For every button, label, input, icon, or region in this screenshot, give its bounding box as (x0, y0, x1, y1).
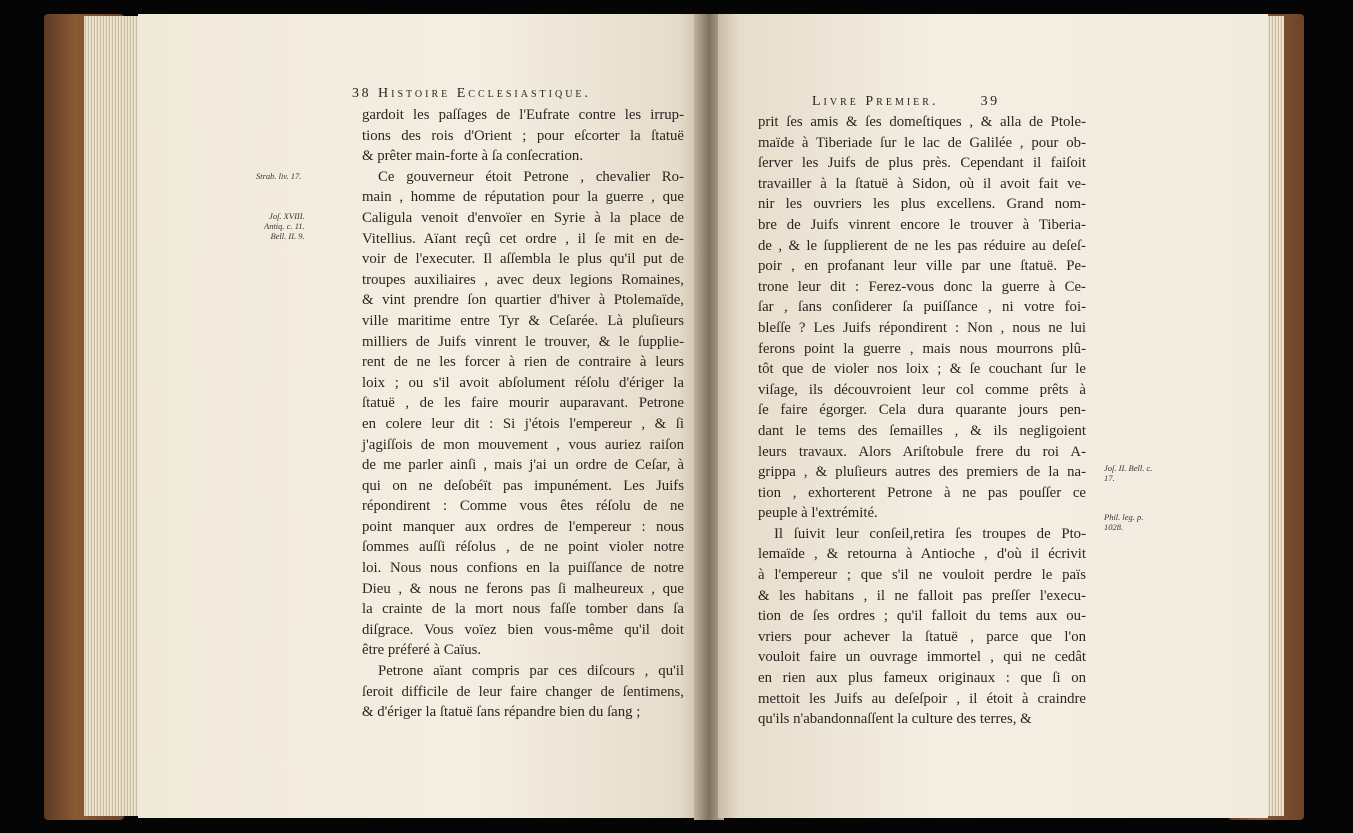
text-line: Il ſuivit leur conſeil,retira ſes troupes de Pto- (774, 525, 1086, 542)
text-line: Petrone aïant compris par ces diſcours , qu'il (378, 663, 684, 680)
text-line: viſage, ils découvroient leur col comme prêts à (758, 381, 1086, 398)
text-line: ſommes auſſi réſolus , de ne point violer notre (362, 539, 684, 556)
right-margin-note: Joſ. II. Bell. c. 17. (1104, 463, 1153, 483)
text-line: de , & le ſupplierent de ne les pas réduire au deſeſ- (758, 237, 1086, 254)
text-line: leurs travaux. Alors Ariſtobule frere du roi A- (758, 443, 1086, 460)
text-line: prit ſes amis & ſes domeſtiques , & alla de Ptole- (758, 114, 1086, 130)
text-line: & vint prendre ſon quartier d'hiver à Ptolemaïde, (362, 292, 684, 309)
text-line: main , homme de réputation pour la guerre , que (362, 189, 684, 206)
right-page-number: 39 (980, 94, 1000, 109)
text-line: ſeroit difficile de leur faire changer de ſentimens, (362, 683, 684, 700)
text-line: ville maritime entre Tyr & Ceſarée. Là pluſieurs (362, 312, 684, 329)
text-line: bleſſe ? Les Juifs répondirent : Non , nous ne lui (758, 319, 1086, 336)
text-line: maïde à Tiberiade ſur le lac de Galilée , pour ob- (758, 134, 1086, 151)
text-line: loi. Nous nous confions en la puiſſance de notre (362, 560, 684, 577)
left-page-header (352, 86, 591, 102)
text-line: grippa , & pluſieurs autres des premiers de la na- (758, 464, 1086, 481)
text-line: ſe faire égorger. Cela dura quarante jours pen- (758, 402, 1086, 419)
text-line: point manquer aux ordres de l'empereur : nous (362, 518, 684, 535)
text-line: j'agiſſois de mon mouvement , vous auriez raiſon (362, 436, 684, 453)
right-margin-note: Phil. leg. p. 1028. (1104, 512, 1144, 532)
text-line: Dieu , & nous ne ferons pas ſi malheureux , que (362, 580, 684, 597)
text-line: travailler à la ſtatuë à Sidon, où il avoit fait ve- (758, 175, 1086, 192)
text-line: en rien aux plus fameux originaux : que ſi on (758, 670, 1086, 687)
text-line: voir de l'executer. Il aſſembla le plus qu'il put de (362, 251, 684, 268)
text-line: qui on ne deſobéït pas impunément. Les Juifs (362, 477, 684, 494)
text-line: & d'ériger la ſtatuë ſans répandre bien du ſang ; (362, 704, 641, 721)
left-running-title: Histoire Ecclesiastique. (378, 86, 592, 101)
text-line: ſar , ſans conſiderer ſa puiſſance , ni votre foi- (758, 299, 1086, 316)
text-line: lemaïde , & retourna à Antioche , d'où il écrivit (758, 546, 1086, 563)
text-line: ferons point la guerre , mais nous mourrons plû- (758, 340, 1086, 357)
text-line: & prêter main-forte à ſa conſecration. (362, 148, 584, 165)
text-line: poir , en profanant leur ville par une ſtatuë. Pe- (758, 258, 1086, 275)
text-line: tion , exhorterent Petrone à ne pas pouſſer ce (758, 484, 1086, 501)
text-line: trone leur dit : Ferez-vous donc la guerre à Ce- (758, 278, 1086, 295)
left-page-number: 38 (352, 86, 372, 101)
text-line: ſtatuë , de les faire mourir auparavant. Petrone (362, 395, 684, 412)
left-page-edges (84, 16, 144, 816)
right-page-header (812, 94, 1000, 110)
text-line: troupes auxiliaires , avec deux legions Romaines, (362, 271, 684, 288)
text-line: de me parler ainſi , mais j'ai un ordre de Ceſar, à (362, 457, 684, 474)
text-line: bre de Juifs vinrent encore le trouver à Tiberia- (758, 216, 1086, 233)
text-line: en colere leur dit : Si j'étois l'empereur , & ſi (362, 415, 684, 432)
text-line: nir les ouvriers les plus excellens. Grand nom- (758, 196, 1086, 213)
text-line: & les habitans , il ne falloit pas preſſer l'execu- (758, 587, 1086, 604)
text-line: tion de ſes ordres ; qu'il falloit du tems aux ou- (758, 608, 1086, 625)
text-line: vouloit faire un ouvrage immortel , qui ne cedât (758, 649, 1086, 666)
text-line: dant le tems des ſemailles , & ils negligoient (758, 422, 1086, 439)
text-line: rent de ne les forcer à rien de contraire à leurs (362, 354, 684, 371)
right-page (718, 14, 1268, 818)
left-page-text (362, 105, 684, 723)
text-line: peuple à l'extrémité. (758, 505, 878, 522)
right-running-title: Livre Premier. (812, 94, 939, 109)
text-line: mettoit les Juifs au deſeſpoir , il étoit à craindre (758, 690, 1086, 707)
left-margin-note: Strab. liv. 17. (256, 171, 302, 181)
text-line: Vitellius. Aïant reçû cet ordre , il ſe mit en de- (362, 230, 684, 247)
text-line: à l'empereur ; que s'il ne vouloit perdre le païs (758, 567, 1086, 584)
text-line: Caligula venoit d'envoïer en Syrie à la place de (362, 209, 684, 226)
text-line: gardoit les paſſages de l'Eufrate contre les irrup- (362, 107, 684, 123)
text-line: milliers de Juifs vinrent le trouver, & le ſupplie- (362, 333, 684, 350)
text-line: tions des rois d'Orient ; pour eſcorter la ſtatuë (362, 127, 684, 144)
text-line: ſerver les Juifs de plus près. Cependant il faiſoit (758, 155, 1086, 172)
right-page-text (758, 112, 1086, 730)
text-line: être préferé à Caïus. (362, 642, 482, 659)
text-line: diſgrace. Vous voïez bien vous-même qu'il doit (362, 621, 684, 638)
text-line: Ce gouverneur étoit Petrone , chevalier Ro- (378, 168, 684, 185)
text-line: vriers pour achever la ſtatuë , parce que l'on (758, 628, 1086, 645)
left-margin-note: Joſ. XVIII. Antiq. c. 11. Bell. II. 9. (264, 211, 305, 241)
text-line: loix ; ou s'il avoit abſolument réſolu d'ériger la (362, 374, 684, 391)
text-line: tôt que de violer nos loix ; & ſe couchant ſur le (758, 361, 1086, 378)
text-line: la crainte de la mort nous faſſe tomber dans ſa (362, 601, 684, 618)
text-line: qu'ils n'abandonnaſſent la culture des terres, & (758, 711, 1032, 728)
left-page (138, 14, 700, 818)
text-line: répondirent : Comme vous êtes réſolu de ne (362, 498, 684, 515)
